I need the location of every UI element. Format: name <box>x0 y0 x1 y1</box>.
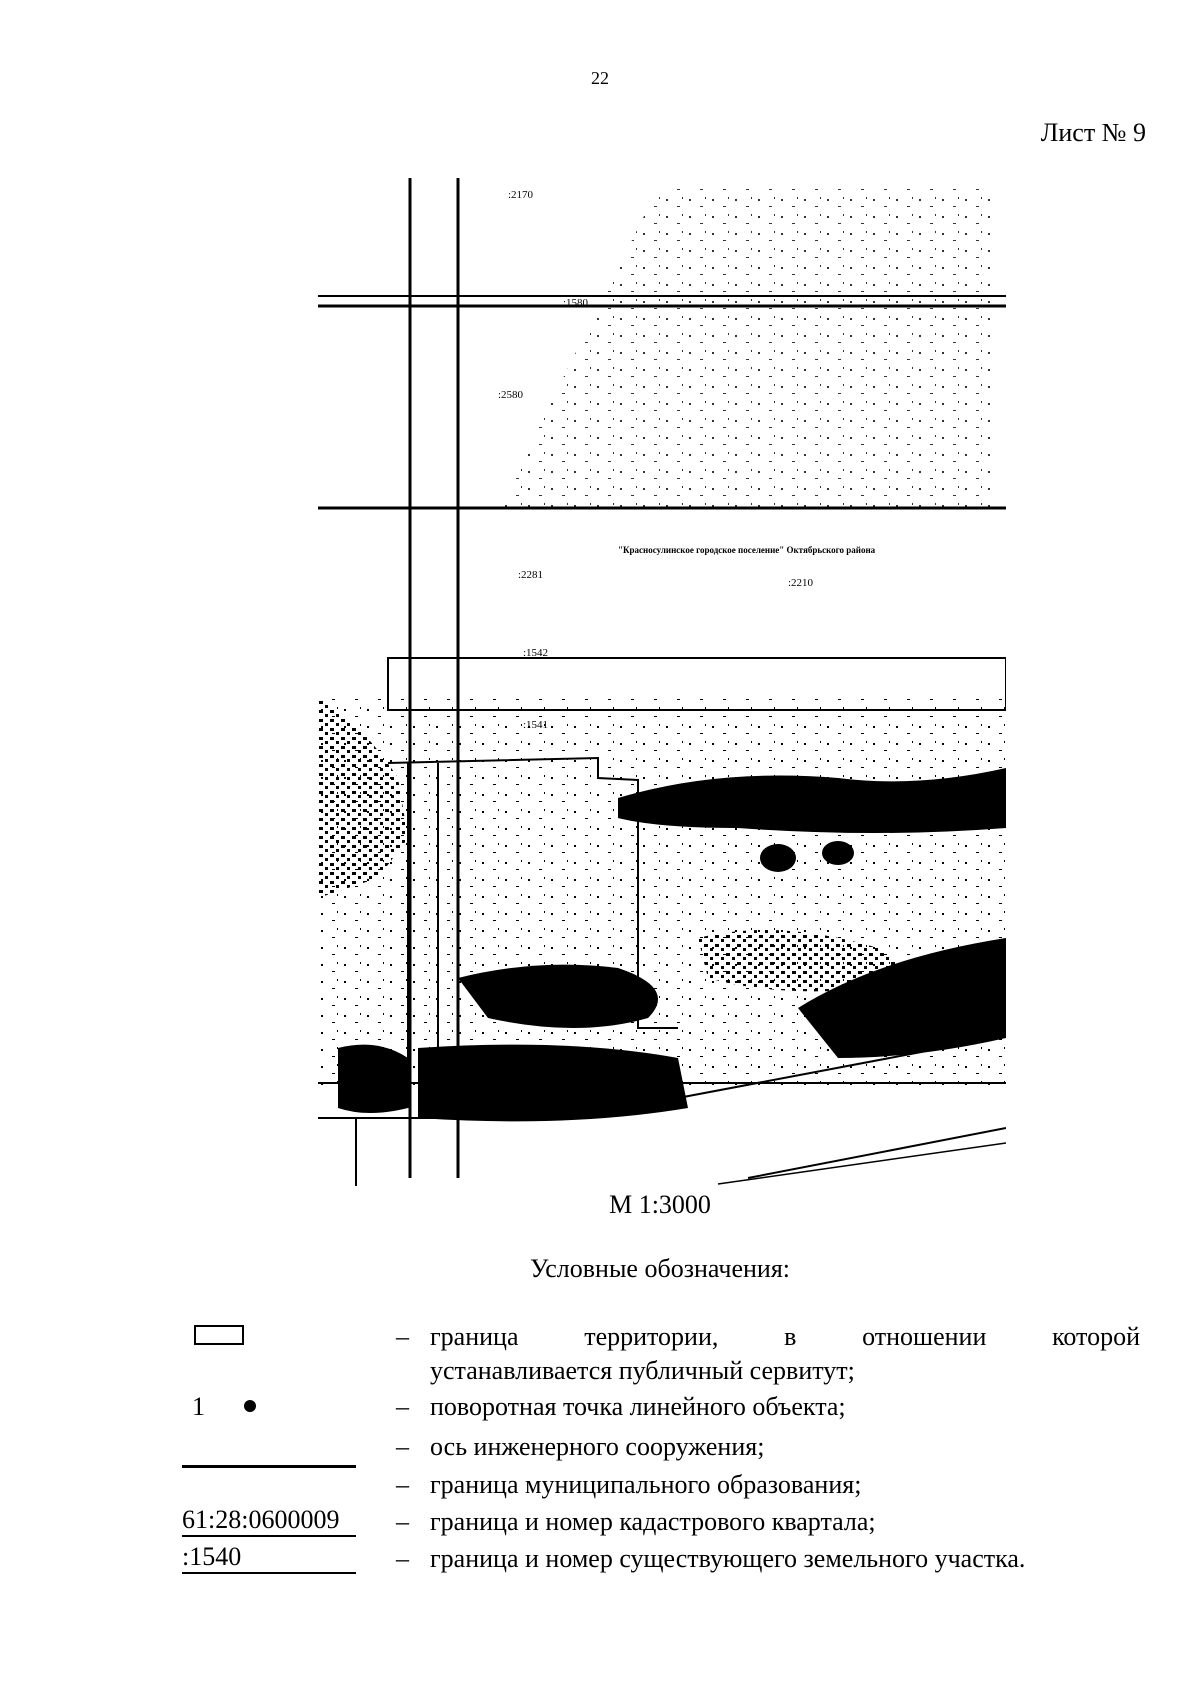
map-scale: М 1:3000 <box>609 1190 711 1219</box>
legend-text: поворотная точка линейного объекта; <box>430 1392 846 1421</box>
legend-dash: – <box>396 1322 409 1351</box>
legend-text: граница и номер кадастрового квартала; <box>430 1507 876 1536</box>
legend-dash: – <box>396 1544 409 1573</box>
map-image <box>318 178 1006 1186</box>
map-caption: "Красносулинское городское поселение" Октябрьского района <box>618 545 876 555</box>
quarter-number: 61:28:0600009 <box>182 1505 356 1537</box>
page-number: 22 <box>591 68 609 88</box>
legend-dash: – <box>396 1392 409 1421</box>
legend-text: граница муниципального образования; <box>430 1470 862 1499</box>
legend-text: граница территории, в отношении которой <box>430 1322 1140 1351</box>
map-label: :2170 <box>508 189 534 201</box>
legend-text: ось инженерного сооружения; <box>430 1432 765 1461</box>
legend-dash: – <box>396 1470 409 1499</box>
point-number: 1 <box>192 1392 205 1421</box>
legend-title: Условные обозначения: <box>529 1254 791 1283</box>
map-label: :2281 <box>518 569 544 581</box>
legend-dash: – <box>396 1432 409 1461</box>
point-icon <box>244 1400 256 1412</box>
boundary-line-symbol <box>182 1465 356 1468</box>
legend-dash: – <box>396 1507 409 1536</box>
map-label: :1580 <box>563 297 589 309</box>
map-label: :1542 <box>523 647 549 659</box>
map-label: :1541 <box>523 719 549 731</box>
map-label: :2210 <box>788 577 814 589</box>
sheet-label: Лист № 9 <box>1040 118 1146 147</box>
parcel-number: :1540 <box>182 1542 356 1574</box>
rectangle-symbol <box>194 1325 244 1345</box>
legend-text: устанавливается публичный сервитут; <box>430 1356 855 1385</box>
map-label: :2580 <box>498 389 524 401</box>
legend-text: граница и номер существующего земельного участка. <box>430 1544 1026 1573</box>
